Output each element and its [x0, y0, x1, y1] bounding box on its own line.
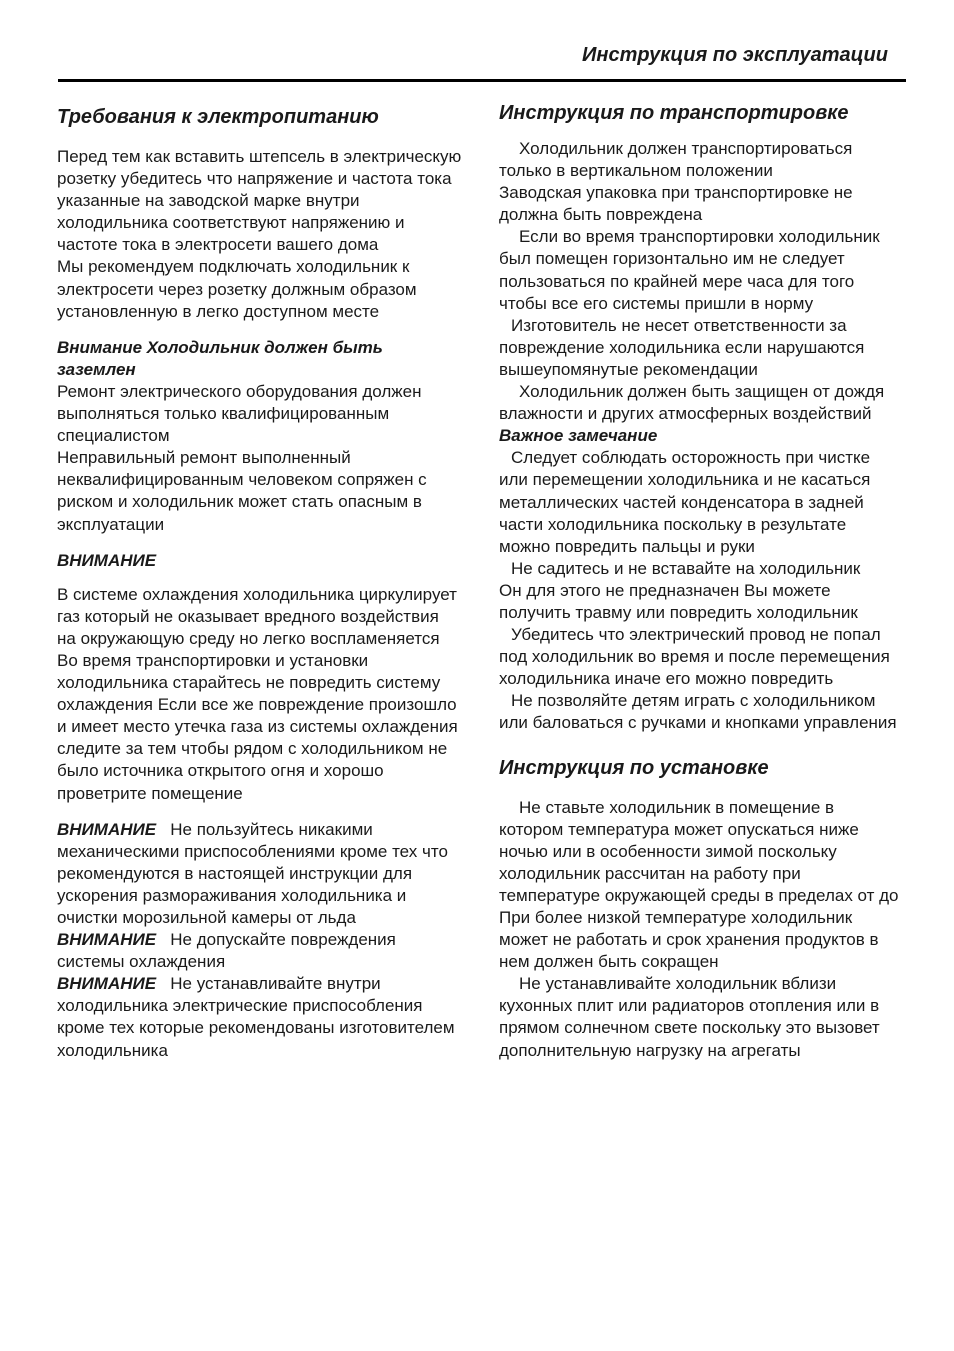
warning-text: Не допускайте повреждения системы охлаждения [57, 930, 396, 972]
power-paragraph-1: Перед тем как вставить штепсель в электрическую розетку убедитесь что напряжение и частота тока указанные на заводской марке внутри холодильника соответствуют напряжению и частоте тока в электросети вашего дома [57, 147, 462, 255]
transport-title: Инструкция по транспортировке [499, 102, 849, 124]
notice-paragraph-1: Следует соблюдать осторожность при чистке или перемещении холодильника и не касаться металлических частей конденсатора в задней части холодильника поскольку в результате можно повредить пальцы и руки [499, 448, 871, 556]
installation-title: Инструкция по установке [499, 756, 769, 779]
notice-paragraph-3: Он для этого не предназначен Вы можете получить травму или повредить холодильник [499, 580, 858, 622]
grounding-warning-title: Внимание Холодильник должен быть заземлен [57, 337, 383, 379]
installation-paragraph-1: Не ставьте холодильник в помещение в котором температура может опускаться ниже ночью или в особенности зимой поскольку холодильник рассчитан на работу при температуре окружающей среды в пределах от до При более низкой температуре холодильник может не работать и срок хранения продуктов в нем должен быть сокращен [499, 797, 899, 972]
right-column [499, 100, 899, 1062]
warning-label: ВНИМАНИЕ [57, 974, 157, 994]
transport-paragraph-3: Если во время транспортировки холодильник был помещен горизонтально им не следует пользоваться по крайней мере часа для того чтобы все его системы пришли в норму [499, 227, 880, 313]
installation-paragraph-2: Не устанавливайте холодильник вблизи кухонных плит или радиаторов отопления или в прямом солнечном свете поскольку это вызовет дополнительную нагрузку на агрегаты [499, 974, 880, 1060]
warning-item [57, 973, 462, 1061]
gas-warning-text: В системе охлаждения холодильника циркулирует газ который не оказывает вредного воздействия на окружающую среду но легко воспламеняется Во время транспортировки и установки холодильника старайтесь не повредить систему охлаждения Если все же повреждение произошло и имеет место утечка газа из системы охлаждения следите за тем чтобы рядом с холодильником не было источника открытого огня и хорошо проветрите помещение [57, 584, 458, 803]
power-paragraph-2: Мы рекомендуем подключать холодильник к электросети через розетку должным образом установленную в легко доступном месте [57, 257, 417, 321]
warning-text: Не пользуйтесь никакими механическими приспособлениями кроме тех что рекомендуются в настоящей инструкции для ускорения размораживания холодильника и очистки морозильной камеры от льда [57, 819, 448, 927]
notice-paragraph-5: Не позволяйте детям играть с холодильником или баловаться с ручками и кнопками управления [499, 691, 897, 733]
left-column [57, 100, 462, 1062]
grounding-paragraph-2: Неправильный ремонт выполненный неквалифицированным человеком сопряжен с риском и холодильник может стать опасным в эксплуатации [57, 448, 427, 534]
power-requirements-title: Требования к электропитанию [57, 106, 379, 128]
transport-paragraph-4: Изготовитель не несет ответственности за повреждение холодильника если нарушаются вышеупомянутые рекомендации [499, 315, 865, 379]
warning-text: Не устанавливайте внутри холодильника электрические приспособления кроме тех которые рекомендованы изготовителем холодильника [57, 974, 455, 1060]
important-notice-title: Важное замечание [499, 426, 658, 446]
warning-item [57, 819, 462, 929]
transport-paragraph-5: Холодильник должен быть защищен от дождя влажности и других атмосферных воздействий [499, 382, 885, 424]
notice-paragraph-2: Не садитесь и не вставайте на холодильник [511, 558, 861, 578]
transport-paragraph-2: Заводская упаковка при транспортировке не должна быть повреждена [499, 183, 853, 225]
notice-paragraph-4: Убедитесь что электрический провод не попал под холодильник во время и после перемещения холодильника иначе его можно повредить [499, 625, 890, 689]
warning-label: ВНИМАНИЕ [57, 819, 157, 839]
warning-label: ВНИМАНИЕ [57, 930, 157, 950]
grounding-paragraph-1: Ремонт электрического оборудования должен выполняться только квалифицированным специалистом [57, 381, 422, 446]
gas-warning-title: ВНИМАНИЕ [57, 550, 157, 570]
running-header: Инструкция по эксплуатации [582, 44, 888, 66]
warning-item [57, 929, 462, 973]
header-rule [58, 79, 906, 82]
transport-paragraph-1: Холодильник должен транспортироваться только в вертикальном положении [499, 139, 853, 181]
